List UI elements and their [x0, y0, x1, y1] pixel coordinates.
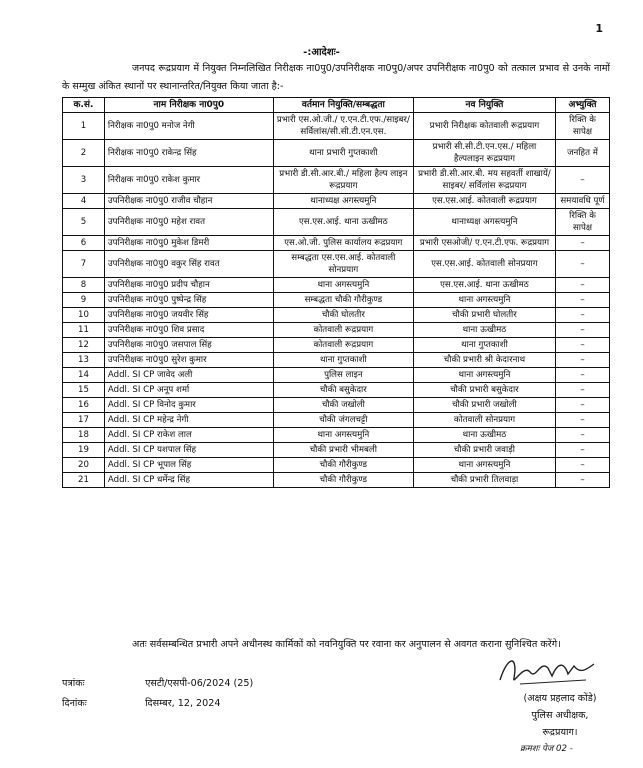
cell-current-posting: कोतवाली रूद्रप्रयाग	[273, 323, 413, 338]
table-row	[63, 383, 610, 398]
cell-current-posting: चौकी प्रभारी भीमबली	[273, 443, 413, 458]
cell-sn: 6	[63, 236, 105, 251]
table-row	[63, 368, 610, 383]
cell-remark: जनहित में	[556, 140, 610, 167]
cell-new-posting: एस.एस.आई. कोतवाली सोनप्रयाग	[413, 251, 555, 278]
cell-sn: 11	[63, 323, 105, 338]
cell-current-posting: पुलिस लाइन	[273, 368, 413, 383]
cell-sn: 8	[63, 278, 105, 293]
reference-label: पत्रांकः	[62, 678, 85, 689]
cell-name: Addl. SI CP महेन्द्र नेगी	[104, 413, 273, 428]
transfer-table	[62, 97, 610, 488]
order-title: -:आदेशः-	[303, 47, 340, 58]
cell-sn: 19	[63, 443, 105, 458]
cell-sn: 21	[63, 473, 105, 488]
cell-current-posting: प्रभारी एस.ओ.जी./ ए.एन.टी.एफ./साइबर/ सर्विलांस/सी.सी.टी.एन.एस.	[273, 113, 413, 140]
cell-current-posting: एस.ओ.जी. पुलिस कार्यालय रूद्रप्रयाग	[273, 236, 413, 251]
cell-sn: 14	[63, 368, 105, 383]
table-row	[63, 308, 610, 323]
table-row	[63, 428, 610, 443]
table-row	[63, 278, 610, 293]
table-row	[63, 353, 610, 368]
header-new-posting: नव नियुक्ति	[413, 98, 555, 113]
table-row	[63, 113, 610, 140]
cell-name: उपनिरीक्षक ना0पु0 प्रदीप चौहान	[104, 278, 273, 293]
cell-name: निरीक्षक ना0पु0 मनोज नेगी	[104, 113, 273, 140]
table-header-row	[63, 98, 610, 113]
cell-new-posting: थाना ऊखीमठ	[413, 323, 555, 338]
cell-current-posting: सम्बद्धता चौकी गौरीकुण्ड	[273, 293, 413, 308]
cell-name: Addl. SI CP जावेद अली	[104, 368, 273, 383]
table-row	[63, 338, 610, 353]
cell-current-posting: थाना गुप्तकाशी	[273, 353, 413, 368]
cell-new-posting: थाना अगस्त्यमुनि	[413, 293, 555, 308]
cell-name: उपनिरीक्षक ना0पु0 पुष्पेन्द्र सिंह	[104, 293, 273, 308]
cell-new-posting: प्रभारी एसओजी/ ए.एन.टी.एफ. रूद्रप्रयाग	[413, 236, 555, 251]
cell-new-posting: एस.एस.आई. कोतवाली रूद्रप्रयाग	[413, 194, 555, 209]
cell-current-posting: सम्बद्धता एस.एस.आई. कोतवाली सोनप्रयाग	[273, 251, 413, 278]
cell-remark: –	[556, 308, 610, 323]
cell-name: उपनिरीक्षक ना0पु0 वकुर सिंह रावत	[104, 251, 273, 278]
cell-new-posting: एस.एस.आई. थाना ऊखीमठ	[413, 278, 555, 293]
date-line	[62, 696, 220, 709]
cell-remark: –	[556, 428, 610, 443]
closing-paragraph: अतः सर्वसम्बन्धित प्रभारी अपने अधीनस्थ कार्मिकों को नवनियुक्ति पर रवाना कर अनुपालन से अवगत कराना सुनिश्चित करेंगे।	[132, 639, 561, 650]
cell-name: Addl. SI CP विनोद कुमार	[104, 398, 273, 413]
cell-remark: –	[556, 398, 610, 413]
date-label: दिनांकः	[62, 698, 87, 709]
cell-new-posting: प्रभारी निरीक्षक कोतवाली रूद्रप्रयाग	[413, 113, 555, 140]
cell-new-posting: चौकी प्रभारी घोलतीर	[413, 308, 555, 323]
cell-current-posting: थानाध्यक्ष अगस्त्यमुनि	[273, 194, 413, 209]
cell-new-posting: थाना अगस्त्यमुनि	[413, 458, 555, 473]
cell-remark: –	[556, 293, 610, 308]
cell-sn: 20	[63, 458, 105, 473]
cell-remark: –	[556, 353, 610, 368]
cell-sn: 1	[63, 113, 105, 140]
cell-sn: 4	[63, 194, 105, 209]
table-row	[63, 209, 610, 236]
cell-sn: 16	[63, 398, 105, 413]
table-row	[63, 473, 610, 488]
cell-sn: 15	[63, 383, 105, 398]
cell-remark: समयावधि पूर्ण	[556, 194, 610, 209]
cell-name: Addl. SI CP धर्मेन्द्र सिंह	[104, 473, 273, 488]
cell-current-posting: चौकी जखोली	[273, 398, 413, 413]
cell-sn: 2	[63, 140, 105, 167]
cell-sn: 10	[63, 308, 105, 323]
table-row	[63, 167, 610, 194]
table-row	[63, 140, 610, 167]
cell-current-posting: प्रभारी डी.सी.आर.बी./ महिला हैल्प लाइन रूद्रप्रयाग	[273, 167, 413, 194]
cell-current-posting: चौकी गौरीकुण्ड	[273, 473, 413, 488]
cell-remark: –	[556, 278, 610, 293]
cell-remark: –	[556, 323, 610, 338]
header-remarks: अभ्युक्ति	[556, 98, 610, 113]
cell-sn: 9	[63, 293, 105, 308]
signature-image	[490, 650, 610, 690]
signatory-place: रूद्रप्रयाग।	[542, 727, 578, 738]
cell-current-posting: चौकी गौरीकुण्ड	[273, 458, 413, 473]
cell-new-posting: चौकी प्रभारी जवाड़ी	[413, 443, 555, 458]
cell-name: उपनिरीक्षक ना0पु0 मुकेश डिमरी	[104, 236, 273, 251]
signatory-name: (अक्षय प्रहलाद कोंडे)	[523, 693, 597, 704]
cell-new-posting: थानाध्यक्ष अगस्त्यमुनि	[413, 209, 555, 236]
header-sn: क.सं.	[63, 98, 105, 113]
cell-new-posting: प्रभारी डी.सी.आर.बी. मय सहवर्ती शाखायें/साइबर/ सर्विलांस रूद्रप्रयाग	[413, 167, 555, 194]
cell-remark: रिक्ति के सापेक्ष	[556, 113, 610, 140]
cell-new-posting: चौकी प्रभारी बसुकेदार	[413, 383, 555, 398]
cell-current-posting: चौकी जंगलचट्टी	[273, 413, 413, 428]
cell-new-posting: चौकी प्रभारी श्री केदारनाथ	[413, 353, 555, 368]
signatory-title: पुलिस अधीक्षक,	[531, 710, 589, 721]
table-row	[63, 443, 610, 458]
header-current-posting: वर्तमान नियुक्ति/सम्बद्धता	[273, 98, 413, 113]
reference-line	[62, 676, 253, 689]
cell-name: Addl. SI CP भूपाल सिंह	[104, 458, 273, 473]
table-row	[63, 251, 610, 278]
cell-current-posting: थाना प्रभारी गुप्तकाशी	[273, 140, 413, 167]
table-row	[63, 293, 610, 308]
intro-paragraph: जनपद रूद्रप्रयाग में नियुक्त निम्नलिखित निरीक्षक ना0पु0/उपनिरीक्षक ना0पु0/अपर उपनिरीक्षक ना0पु0 को तत्काल प्रभाव से उनके नामों के सम्मुख अंकित स्थानों पर स्थानान्तरित/नियुक्त किया जाता है:-	[62, 63, 610, 92]
table-body	[63, 113, 610, 488]
cell-remark: रिक्ति के सापेक्ष	[556, 209, 610, 236]
page-number: 1	[595, 22, 603, 35]
cell-sn: 12	[63, 338, 105, 353]
cell-name: उपनिरीक्षक ना0पु0 जयवीर सिंह	[104, 308, 273, 323]
cell-name: Addl. SI CP राकेश लाल	[104, 428, 273, 443]
cell-name: Addl. SI CP अनूप शर्मा	[104, 383, 273, 398]
cell-new-posting: प्रभारी सी.सी.टी.एन.एस./ महिला हैल्पलाइन रूद्रप्रयाग	[413, 140, 555, 167]
cell-name: उपनिरीक्षक ना0पु0 महेश रावत	[104, 209, 273, 236]
cell-current-posting: थाना अगस्त्यमुनि	[273, 428, 413, 443]
date-value: दिसम्बर, 12, 2024	[145, 698, 221, 709]
cell-remark: –	[556, 458, 610, 473]
cell-sn: 7	[63, 251, 105, 278]
cell-remark: –	[556, 413, 610, 428]
cell-name: Addl. SI CP यशपाल सिंह	[104, 443, 273, 458]
cell-new-posting: थाना गुप्तकाशी	[413, 338, 555, 353]
cell-remark: –	[556, 236, 610, 251]
cell-current-posting: चौकी घोलतीर	[273, 308, 413, 323]
cell-new-posting: चौकी प्रभारी जखोली	[413, 398, 555, 413]
cell-current-posting: चौकी बसुकेदार	[273, 383, 413, 398]
cell-sn: 13	[63, 353, 105, 368]
cell-remark: –	[556, 251, 610, 278]
cell-sn: 5	[63, 209, 105, 236]
cell-new-posting: कोतवाली सोनप्रयाग	[413, 413, 555, 428]
cell-current-posting: थाना अगस्त्यमुनि	[273, 278, 413, 293]
cell-name: उपनिरीक्षक ना0पु0 राजीव चौहान	[104, 194, 273, 209]
signature-block	[490, 690, 630, 741]
table-row	[63, 194, 610, 209]
cell-current-posting: कोतवाली रूद्रप्रयाग	[273, 338, 413, 353]
header-name: नाम निरीक्षक ना0पु0	[104, 98, 273, 113]
cell-remark: –	[556, 338, 610, 353]
cell-name: निरीक्षक ना0पु0 राकेन्द्र सिंह	[104, 140, 273, 167]
cell-name: निरीक्षक ना0पु0 राकेश कुमार	[104, 167, 273, 194]
reference-number: एसटी/एसपी-06/2024 (25)	[145, 678, 254, 689]
cell-new-posting: चौकी प्रभारी तिलवाड़ा	[413, 473, 555, 488]
cell-sn: 18	[63, 428, 105, 443]
cell-name: उपनिरीक्षक ना0पु0 जसपाल सिंह	[104, 338, 273, 353]
table-row	[63, 323, 610, 338]
cell-sn: 17	[63, 413, 105, 428]
cell-remark: –	[556, 473, 610, 488]
table-row	[63, 398, 610, 413]
cell-name: उपनिरीक्षक ना0पु0 शिव प्रसाद	[104, 323, 273, 338]
cell-remark: –	[556, 368, 610, 383]
cell-name: उपनिरीक्षक ना0पु0 सुरेश कुमार	[104, 353, 273, 368]
table-row	[63, 458, 610, 473]
table-row	[63, 236, 610, 251]
cell-new-posting: थाना अगस्त्यमुनि	[413, 368, 555, 383]
cell-new-posting: थाना ऊखीमठ	[413, 428, 555, 443]
cell-remark: –	[556, 383, 610, 398]
table-row	[63, 413, 610, 428]
cell-sn: 3	[63, 167, 105, 194]
cell-remark: –	[556, 167, 610, 194]
continuation-note: क्रमशः पेज 02 -	[520, 744, 573, 754]
cell-remark: –	[556, 443, 610, 458]
cell-current-posting: एस.एस.आई. थाना ऊखीमठ	[273, 209, 413, 236]
